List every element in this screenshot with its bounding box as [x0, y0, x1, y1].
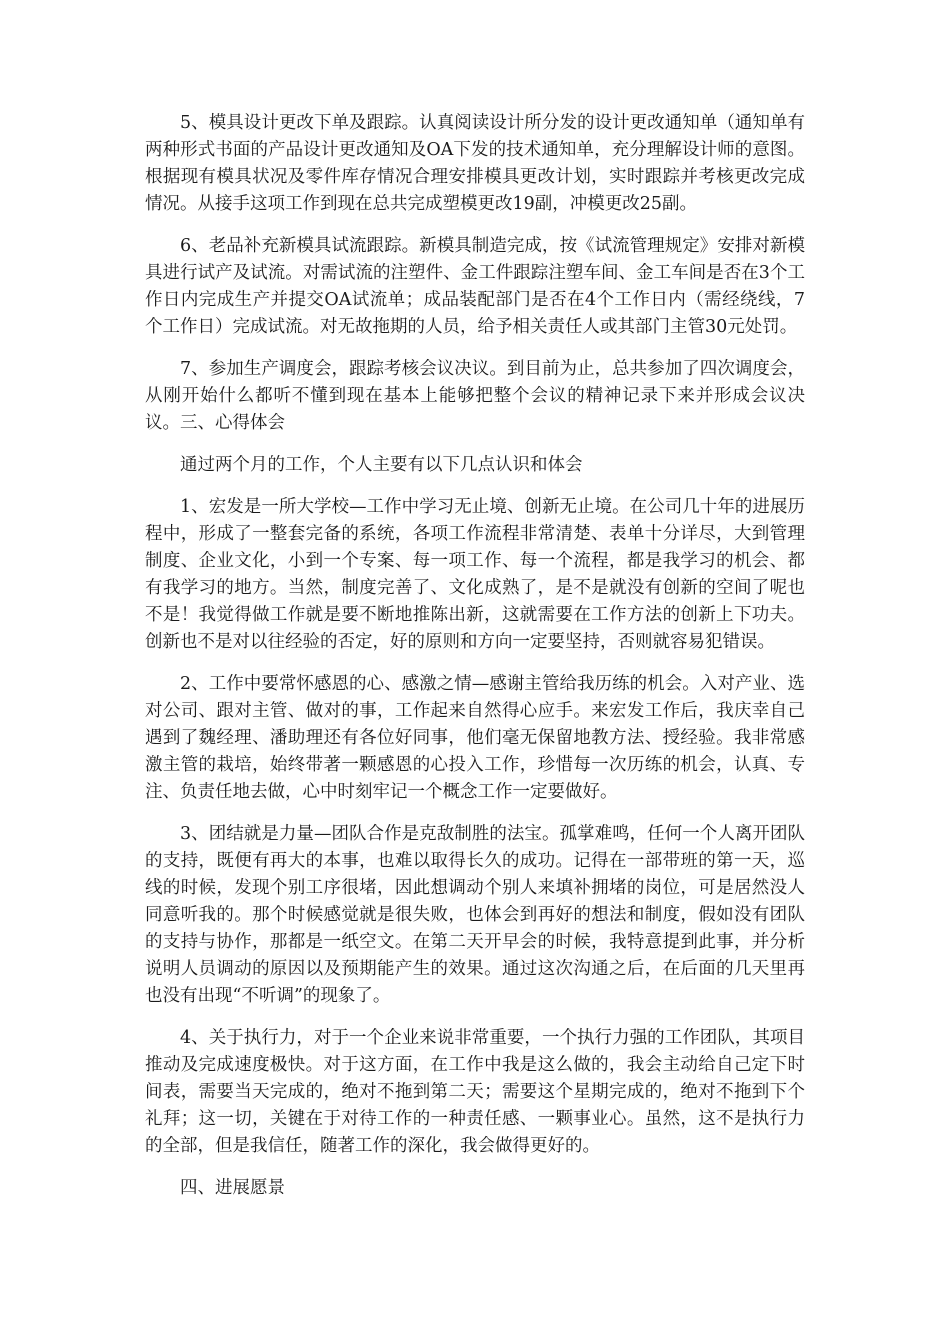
paragraph-learning-innovation: 1、宏发是一所大学校—工作中学习无止境、创新无止境。在公司几十年的进展历程中，形成了一整套完备的系统，各项工作流程非常清楚、表单十分详尽，大到管理制度、企业文化，小到一个专案、每一项工作、每一个流程，都是我学习的机会、都有我学习的地方。当然，制度完善了、文化成熟了，是不是就没有创新的空间了呢也不是！我觉得做工作就是要不断地推陈出新，这就需要在工作方法的创新上下功夫。创新也不是对以往经验的否定，好的原则和方向一定要坚持，否则就容易犯错误。	[145, 497, 805, 652]
paragraph-mold-design-changes: 5、模具设计更改下单及跟踪。认真阅读设计所分发的设计更改通知单（通知单有两种形式书面的产品设计更改通知及OA下发的技术通知单，充分理解设计师的意图。根据现有模具状况及零件库存情况合理安排模具更改计划，实时跟踪并考核更改完成情况。从接手这项工作到现在总共完成塑模更改19副，冲模更改25副。	[145, 113, 805, 214]
paragraph-new-mold-trial: 6、老品补充新模具试流跟踪。新模具制造完成，按《试流管理规定》安排对新模具进行试产及试流。对需试流的注塑件、金工件跟踪注塑车间、金工车间是否在3个工作日内完成生产并提交OA试流单；成品装配部门是否在4个工作日内（需经绕线，7个工作日）完成试流。对无故拖期的人员，给予相关责任人或其部门主管30元处罚。	[145, 236, 805, 337]
paragraph-execution: 4、关于执行力，对于一个企业来说非常重要，一个执行力强的工作团队，其项目推动及完成速度极快。对于这方面，在工作中我是这么做的，我会主动给自己定下时间表，需要当天完成的，绝对不拖到第二天；需要这个星期完成的，绝对不拖到下个礼拜；这一切，关键在于对待工作的一种责任感、一颗事业心。虽然，这不是执行力的全部，但是我信任，随著工作的深化，我会做得更好的。	[145, 1028, 805, 1156]
section-heading-vision: 四、进展愿景	[180, 1178, 285, 1198]
paragraph-experience-intro: 通过两个月的工作，个人主要有以下几点认识和体会	[180, 455, 583, 475]
paragraph-teamwork: 3、团结就是力量—团队合作是克敌制胜的法宝。孤掌难鸣，任何一个人离开团队的支持，既便有再大的本事，也难以取得长久的成功。记得在一部带班的第一天，巡线的时候，发现个别工序很堵，因此想调动个别人来填补拥堵的岗位，可是居然没人同意听我的。那个时候感觉就是很失败，也体会到再好的想法和制度，假如没有团队的支持与协作，那都是一纸空文。在第二天开早会的时候，我特意提到此事，并分析说明人员调动的原因以及预期能产生的效果。通过这次沟通之后，在后面的几天里再也没有出现“不听调”的现象了。	[145, 824, 805, 1006]
document-body	[145, 110, 805, 1217]
paragraph-production-meeting: 7、参加生产调度会，跟踪考核会议决议。到目前为止，总共参加了四次调度会，从刚开始什么都听不懂到现在基本上能够把整个会议的精神记录下来并形成会议决议。三、心得体会	[145, 359, 805, 433]
paragraph-gratitude: 2、工作中要常怀感恩的心、感激之情—感谢主管给我历练的机会。入对产业、选对公司、跟对主管、做对的事，工作起来自然得心应手。来宏发工作后，我庆幸自己遇到了魏经理、潘助理还有各位好同事，他们毫无保留地教方法、授经验。我非常感激主管的栽培，始终带著一颗感恩的心投入工作，珍惜每一次历练的机会，认真、专注、负责任地去做，心中时刻牢记一个概念工作一定要做好。	[145, 674, 805, 802]
